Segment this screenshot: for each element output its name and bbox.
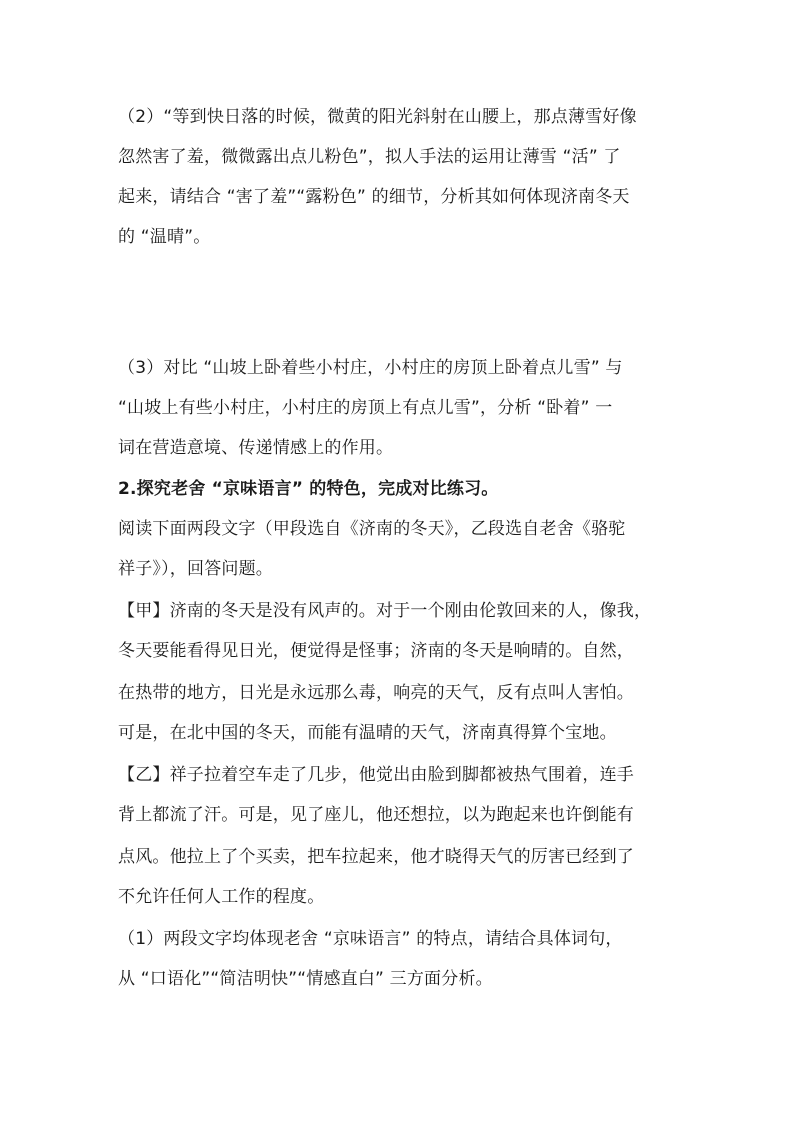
section-2-heading: 2.探究老舍 “京味语言” 的特色，完成对比练习。 xyxy=(118,479,499,499)
reading-intro-line-2: 祥子》），回答问题。 xyxy=(118,559,273,579)
q2-line-2: 忽然害了羞，微微露出点儿粉色”，拟人手法的运用让薄雪 “活” 了 xyxy=(118,147,621,167)
passage-a-line-3: 在热带的地方，日光是永远那么毒，响亮的天气，反有点叫人害怕。 xyxy=(118,683,634,703)
passage-b-line-3: 点风。他拉上了个买卖，把车拉起来，他才晓得天气的厉害已经到了 xyxy=(118,847,634,867)
q3-line-3: 词在营造意境、传递情感上的作用。 xyxy=(118,438,394,458)
passage-a-line-4: 可是，在北中国的冬天，而能有温晴的天气，济南真得算个宝地。 xyxy=(118,723,617,743)
passage-a-line-2: 冬天要能看得见日光，便觉得是怪事；济南的冬天是响晴的。自然， xyxy=(118,641,634,661)
q2-line-1: （2）“等到快日落的时候，微黄的阳光斜射在山腰上，那点薄雪好像 xyxy=(118,107,637,127)
passage-a-line-1: 【甲】济南的冬天是没有风声的。对于一个刚由伦敦回来的人，像我， xyxy=(118,601,652,621)
q2-line-3: 起来，请结合 “害了羞”“露粉色” 的细节，分析其如何体现济南冬天 xyxy=(118,187,630,207)
q3-line-2: “山坡上有些小村庄，小村庄的房顶上有点儿雪”，分析 “卧着” 一 xyxy=(118,398,613,418)
passage-b-line-1: 【乙】祥子拉着空车走了几步，他觉出由脸到脚都被热气围着，连手 xyxy=(118,765,634,785)
reading-intro-line-1: 阅读下面两段文字（甲段选自《济南的冬天》，乙段选自老舍《骆驼 xyxy=(118,519,626,539)
passage-b-line-2: 背上都流了汗。可是，见了座儿，他还想拉，以为跑起来也许倒能有 xyxy=(118,805,634,825)
q3-line-1: （3）对比 “山坡上卧着些小村庄，小村庄的房顶上卧着点儿雪” 与 xyxy=(118,358,623,378)
passage-b-line-4: 不允许任何人工作的程度。 xyxy=(118,887,325,907)
sub-question-1-line-2: 从 “口语化”“简洁明快”“情感直白” 三方面分析。 xyxy=(118,969,493,989)
sub-question-1-line-1: （1）两段文字均体现老舍 “京味语言” 的特点，请结合具体词句， xyxy=(118,929,623,949)
q2-line-4: 的 “温晴”。 xyxy=(118,227,211,247)
